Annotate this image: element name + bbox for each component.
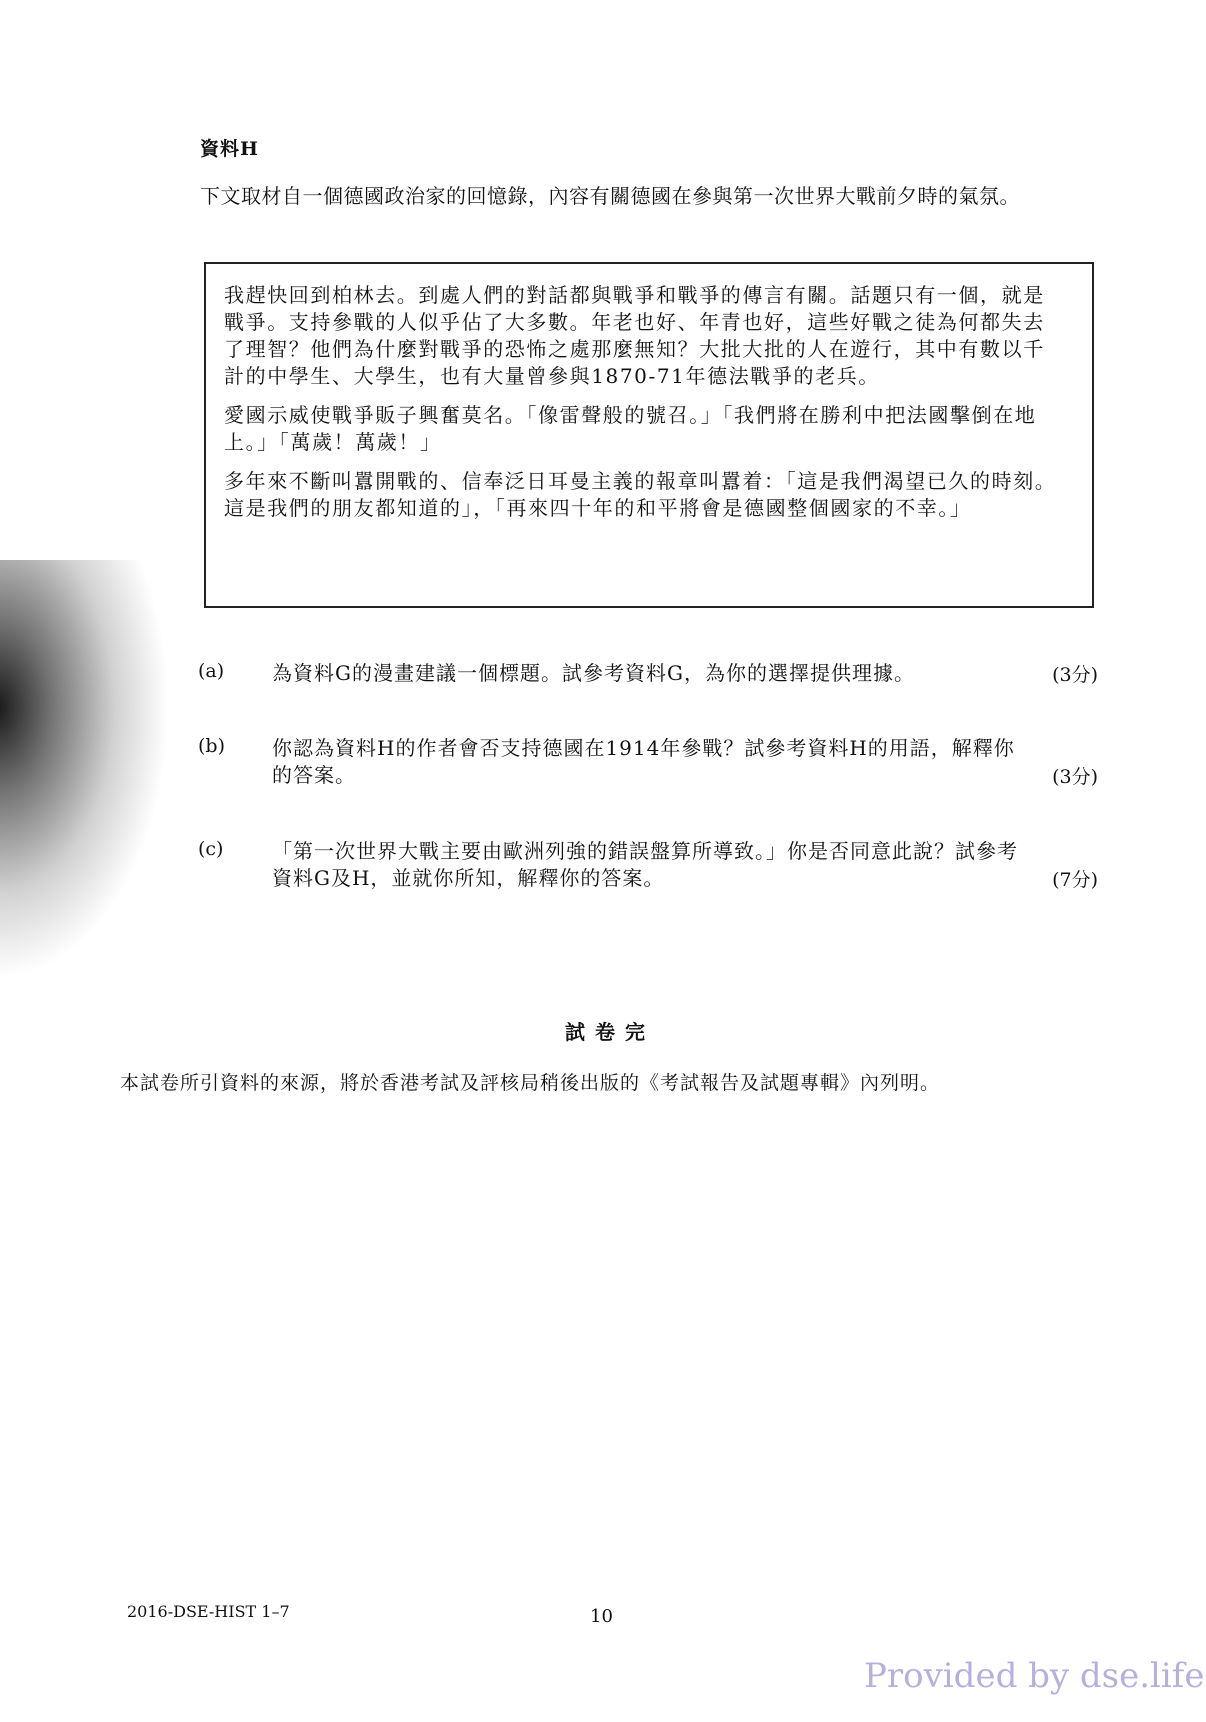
- question-marks: (3分): [1052, 664, 1098, 686]
- source-intro: 下文取材自一個德國政治家的回憶錄，內容有關德國在參與第一次世界大戰前夕時的氣氛。: [200, 184, 1020, 208]
- source-heading: 資料H: [200, 138, 259, 160]
- question-marks: (3分): [1052, 766, 1098, 788]
- scan-smudge: [0, 560, 170, 980]
- source-paragraph: 愛國示威使戰爭販子興奮莫名。「像雷聲般的號召。」「我們將在勝利中把法國擊倒在地上。」「萬歲！萬歲！」: [224, 403, 1037, 454]
- question-text: 「第一次世界大戰主要由歐洲列強的錯誤盤算所導致。」你是否同意此說？試參考資料G及H，並就你所知，解釋你的答案。: [272, 839, 1018, 890]
- end-of-paper-title: 試卷完: [565, 1020, 655, 1044]
- paper-code: 2016-DSE-HIST 1–7: [127, 1602, 290, 1621]
- sources-note: 本試卷所引資料的來源，將於香港考試及評核局稍後出版的《考試報告及試題專輯》內列明。: [120, 1072, 941, 1094]
- source-paragraph: 多年來不斷叫囂開戰的、信奉泛日耳曼主義的報章叫囂着：「這是我們渴望已久的時刻。這是我們的朋友都知道的」，「再來四十年的和平將會是德國整個國家的不幸。」: [224, 469, 1057, 520]
- question-text: 你認為資料H的作者會否支持德國在1914年參戰？試參考資料H的用語，解釋你的答案。: [272, 736, 1015, 787]
- watermark: Provided by dse.life: [864, 1656, 1205, 1696]
- question-marks: (7分): [1052, 869, 1098, 891]
- source-paragraph: 我趕快回到柏林去。到處人們的對話都與戰爭和戰爭的傳言有關。話題只有一個，就是戰爭。支持參戰的人似乎佔了大多數。年老也好、年青也好，這些好戰之徒為何都失去了理智？他們為什麼對戰爭的恐怖之處那麼無知？大批大批的人在遊行，其中有數以千計的中學生、大學生，也有大量曾參與1870-71年德法戰爭的老兵。: [224, 283, 1045, 388]
- source-extract-box: [204, 262, 1094, 608]
- question-label: (b): [198, 735, 225, 757]
- question-text: 為資料G的漫畫建議一個標題。試參考資料G，為你的選擇提供理據。: [272, 661, 915, 685]
- page-number: 10: [590, 1606, 613, 1627]
- question-label: (c): [198, 838, 224, 860]
- question-label: (a): [198, 660, 225, 682]
